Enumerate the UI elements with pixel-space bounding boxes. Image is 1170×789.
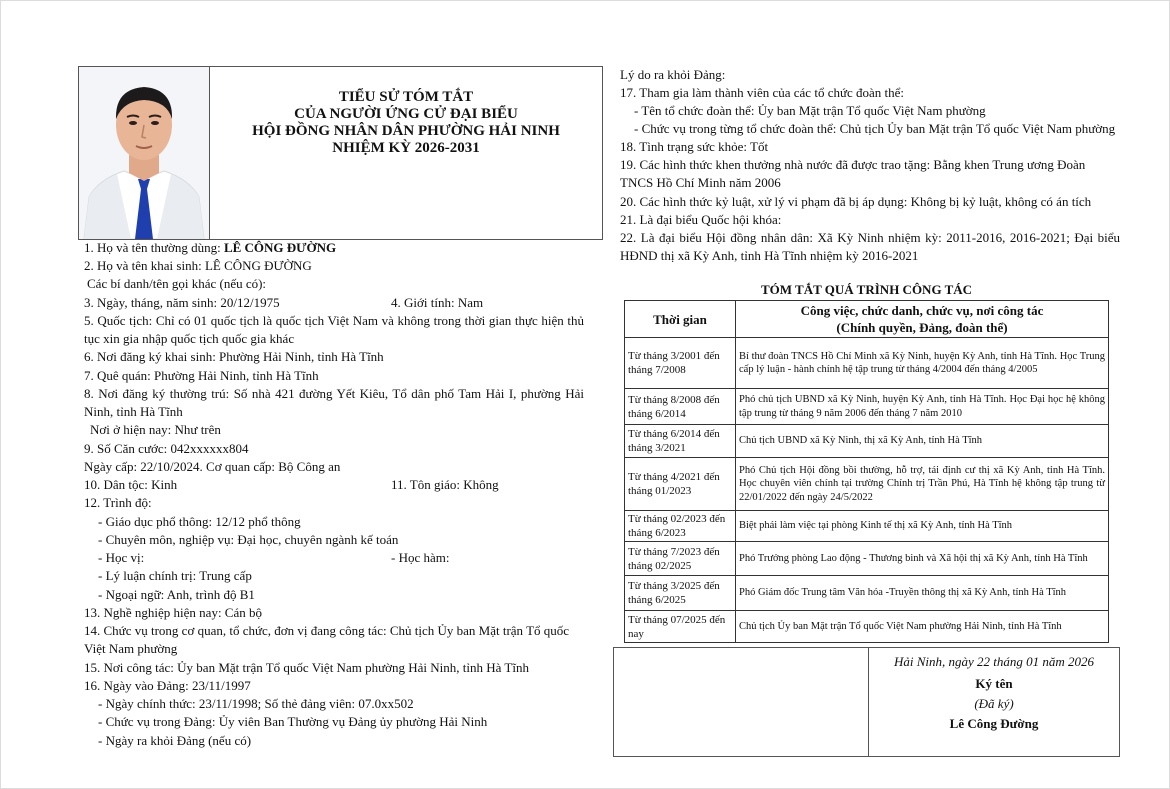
field-degree: - Học vị: xyxy=(98,550,145,565)
description-cell: Chủ tịch Ủy ban Mặt trận Tổ quốc Việt Nam phường Hải Ninh, tỉnh Hà Tĩnh xyxy=(736,611,1109,643)
field-discipline: 20. Các hình thức kỷ luật, xử lý vi phạm đã bị áp dụng: Không bị kỷ luật, không có án tích xyxy=(620,194,1092,209)
sign-label: Ký tên xyxy=(975,676,1013,691)
column-header-description xyxy=(736,301,1109,338)
signature-box xyxy=(613,647,1120,757)
field-education: 12. Trình độ: xyxy=(84,495,152,510)
table-row xyxy=(625,425,1109,458)
signer-name: Lê Công Đường xyxy=(949,716,1039,731)
period-cell: Từ tháng 3/2001 đến tháng 7/2008 xyxy=(625,338,736,389)
column-header-description-line2: (Chính quyền, Đảng, đoàn thể) xyxy=(836,320,1008,335)
table-header-row xyxy=(625,301,1109,338)
candidate-photo xyxy=(79,67,210,239)
description-cell: Biệt phái làm việc tại phòng Kinh tế thị xã Kỳ Anh, tỉnh Hà Tĩnh xyxy=(736,511,1109,542)
field-organizations: 17. Tham gia làm thành viên của các tổ chức đoàn thể: xyxy=(620,85,905,100)
field-birthdate: 3. Ngày, tháng, năm sinh: 20/12/1975 xyxy=(84,295,280,310)
field-occupation: 13. Nghề nghiệp hiện nay: Cán bộ xyxy=(84,605,262,620)
title-line-1: TIỂU SỬ TÓM TẮT xyxy=(338,89,474,105)
field-aliases: Các bí danh/tên gọi khác (nếu có): xyxy=(87,276,267,291)
description-cell: Phó Trưởng phòng Lao động - Thương binh và Xã hội thị xã Kỳ Anh, tỉnh Hà Tĩnh xyxy=(736,542,1109,576)
field-birth-registration: 6. Nơi đăng ký khai sinh: Phường Hải Ninh, tỉnh Hà Tĩnh xyxy=(84,349,384,364)
field-academic-title: - Học hàm: xyxy=(391,550,450,565)
table-row xyxy=(625,542,1109,576)
description-cell: Phó Giám đốc Trung tâm Văn hóa -Truyền thông thị xã Kỳ Anh, tỉnh Hà Tĩnh xyxy=(736,576,1109,611)
description-cell: Bí thư đoàn TNCS Hồ Chí Minh xã Kỳ Ninh, huyện Kỳ Anh, tỉnh Hà Tĩnh. Học Trung cấp lý luận - hành chính hệ tập trung từ tháng 4/2004 đến tháng 4/2005 xyxy=(736,338,1109,389)
period-cell: Từ tháng 02/2023 đến tháng 6/2023 xyxy=(625,511,736,542)
field-religion: 11. Tôn giáo: Không xyxy=(391,477,499,492)
field-council-delegate: 22. Là đại biểu Hội đồng nhân dân: Xã Kỳ Ninh nhiệm kỳ: 2011-2016, 2016-2021; Đại biểu HĐND thị xã Kỳ Anh, tỉnh Hà Tĩnh nhiệm kỳ 2016-2021 xyxy=(620,230,1120,263)
field-ethnicity: 10. Dân tộc: Kinh xyxy=(84,477,178,492)
field-gender: 4. Giới tính: Nam xyxy=(391,295,484,310)
signature-blank-cell xyxy=(614,648,869,756)
period-cell: Từ tháng 07/2025 đến nay xyxy=(625,611,736,643)
description-cell: Chủ tịch UBND xã Kỳ Ninh, thị xã Kỳ Anh, tỉnh Hà Tĩnh xyxy=(736,425,1109,458)
period-cell: Từ tháng 4/2021 đến tháng 01/2023 xyxy=(625,458,736,511)
field-label: 1. Họ và tên thường dùng: xyxy=(84,240,224,255)
field-nationality: 5. Quốc tịch: Chỉ có 01 quốc tịch là quốc tịch Việt Nam và không trong thời gian thực hiện thủ tục xin gia nhập quốc tịch quốc gia khác xyxy=(84,313,584,346)
column-header-period: Thời gian xyxy=(625,301,736,338)
description-cell: Phó Chủ tịch Hội đồng bồi thường, hỗ trợ, tái định cư thị xã Kỳ Anh, tỉnh Hà Tĩnh. Học chuyên viên chính tại trường Chính trị Trần Phú, Hà Tĩnh hệ không tập trung từ 22/01/2022 đến ngày 24/5/2022 xyxy=(736,458,1109,511)
place-date: Hải Ninh, ngày 22 tháng 01 năm 2026 xyxy=(893,654,1095,669)
field-id-number: 9. Số Căn cước: 042xxxxxx804 xyxy=(84,441,249,456)
field-professional: - Chuyên môn, nghiệp vụ: Đại học, chuyên ngành kế toán xyxy=(98,532,399,547)
field-workplace: 15. Nơi công tác: Ủy ban Mặt trận Tổ quốc Việt Nam phường Hải Ninh, tỉnh Hà Tĩnh xyxy=(84,660,529,675)
signature-cell xyxy=(869,648,1119,756)
field-position: 14. Chức vụ trong cơ quan, tổ chức, đơn vị đang công tác: Chủ tịch Ủy ban Mặt trận Tổ quốc Việt Nam phường xyxy=(84,623,570,656)
field-party-leave: - Ngày ra khỏi Đảng (nếu có) xyxy=(98,733,252,748)
field-general-education: - Giáo dục phổ thông: 12/12 phổ thông xyxy=(98,514,301,529)
title-line-3: HỘI ĐỒNG NHÂN DÂN PHƯỜNG HẢI NINH xyxy=(252,123,560,139)
title-line-4: NHIỆM KỲ 2026-2031 xyxy=(332,140,480,156)
field-permanent-residence: 8. Nơi đăng ký thường trú: Số nhà 421 đường Yết Kiêu, Tổ dân phố Tam Hải I, phường Hải Ninh, tỉnh Hà Tĩnh xyxy=(84,386,584,419)
field-birth-name: 2. Họ và tên khai sinh: LÊ CÔNG ĐƯỜNG xyxy=(84,258,312,273)
table-row xyxy=(625,389,1109,425)
signed-note: (Đã ký) xyxy=(974,696,1014,711)
field-party-position: - Chức vụ trong Đảng: Ủy viên Ban Thường vụ Đảng ủy phường Hải Ninh xyxy=(98,714,488,729)
field-id-issue: Ngày cấp: 22/10/2024. Cơ quan cấp: Bộ Công an xyxy=(84,459,341,474)
table-row xyxy=(625,511,1109,542)
period-cell: Từ tháng 7/2023 đến tháng 02/2025 xyxy=(625,542,736,576)
field-political-theory: - Lý luận chính trị: Trung cấp xyxy=(98,568,252,583)
column-header-description-line1: Công việc, chức danh, chức vụ, nơi công tác xyxy=(800,303,1044,318)
header-box xyxy=(78,66,603,240)
table-row xyxy=(625,576,1109,611)
candidate-name: LÊ CÔNG ĐƯỜNG xyxy=(223,240,337,255)
field-hometown: 7. Quê quán: Phường Hải Ninh, tỉnh Hà Tĩnh xyxy=(84,368,319,383)
field-party-official: - Ngày chính thức: 23/11/1998; Số thẻ đảng viên: 07.0xx502 xyxy=(98,696,414,711)
table-row xyxy=(625,611,1109,643)
document-title xyxy=(210,89,602,157)
field-foreign-language: - Ngoại ngữ: Anh, trình độ B1 xyxy=(98,587,255,602)
table-row xyxy=(625,458,1109,511)
field-awards: 19. Các hình thức khen thưởng nhà nước đã được trao tặng: Bằng khen Trung ương Đoàn TNCS Hồ Chí Minh năm 2006 xyxy=(620,157,1086,190)
description-cell: Phó chủ tịch UBND xã Kỳ Ninh, huyện Kỳ Anh, tỉnh Hà Tĩnh. Học Đại học hệ không tập trung từ tháng 9 năm 2006 đến tháng 7 năm 2010 xyxy=(736,389,1109,425)
field-common-name xyxy=(84,239,336,257)
field-health: 18. Tình trạng sức khỏe: Tốt xyxy=(620,139,769,154)
portrait-illustration xyxy=(79,67,209,239)
table-row xyxy=(625,338,1109,389)
work-history-table xyxy=(624,300,1109,643)
field-organization-role: - Chức vụ trong từng tổ chức đoàn thể: Chủ tịch Ủy ban Mặt trận Tổ quốc Việt Nam phường xyxy=(634,121,1116,136)
period-cell: Từ tháng 6/2014 đến tháng 3/2021 xyxy=(625,425,736,458)
field-current-residence: Nơi ở hiện nay: Như trên xyxy=(90,422,221,437)
period-cell: Từ tháng 3/2025 đến tháng 6/2025 xyxy=(625,576,736,611)
work-history-title: TÓM TẮT QUÁ TRÌNH CÔNG TÁC xyxy=(760,282,973,297)
field-organization-name: - Tên tổ chức đoàn thể: Ủy ban Mặt trận Tổ quốc Việt Nam phường xyxy=(634,103,986,118)
period-cell: Từ tháng 8/2008 đến tháng 6/2014 xyxy=(625,389,736,425)
field-party-join-date: 16. Ngày vào Đảng: 23/11/1997 xyxy=(84,678,251,693)
field-party-leave-reason: Lý do ra khỏi Đảng: xyxy=(620,67,726,82)
title-line-2: CỦA NGƯỜI ỨNG CỬ ĐẠI BIỂU xyxy=(294,106,518,122)
field-national-assembly: 21. Là đại biểu Quốc hội khóa: xyxy=(620,212,782,227)
